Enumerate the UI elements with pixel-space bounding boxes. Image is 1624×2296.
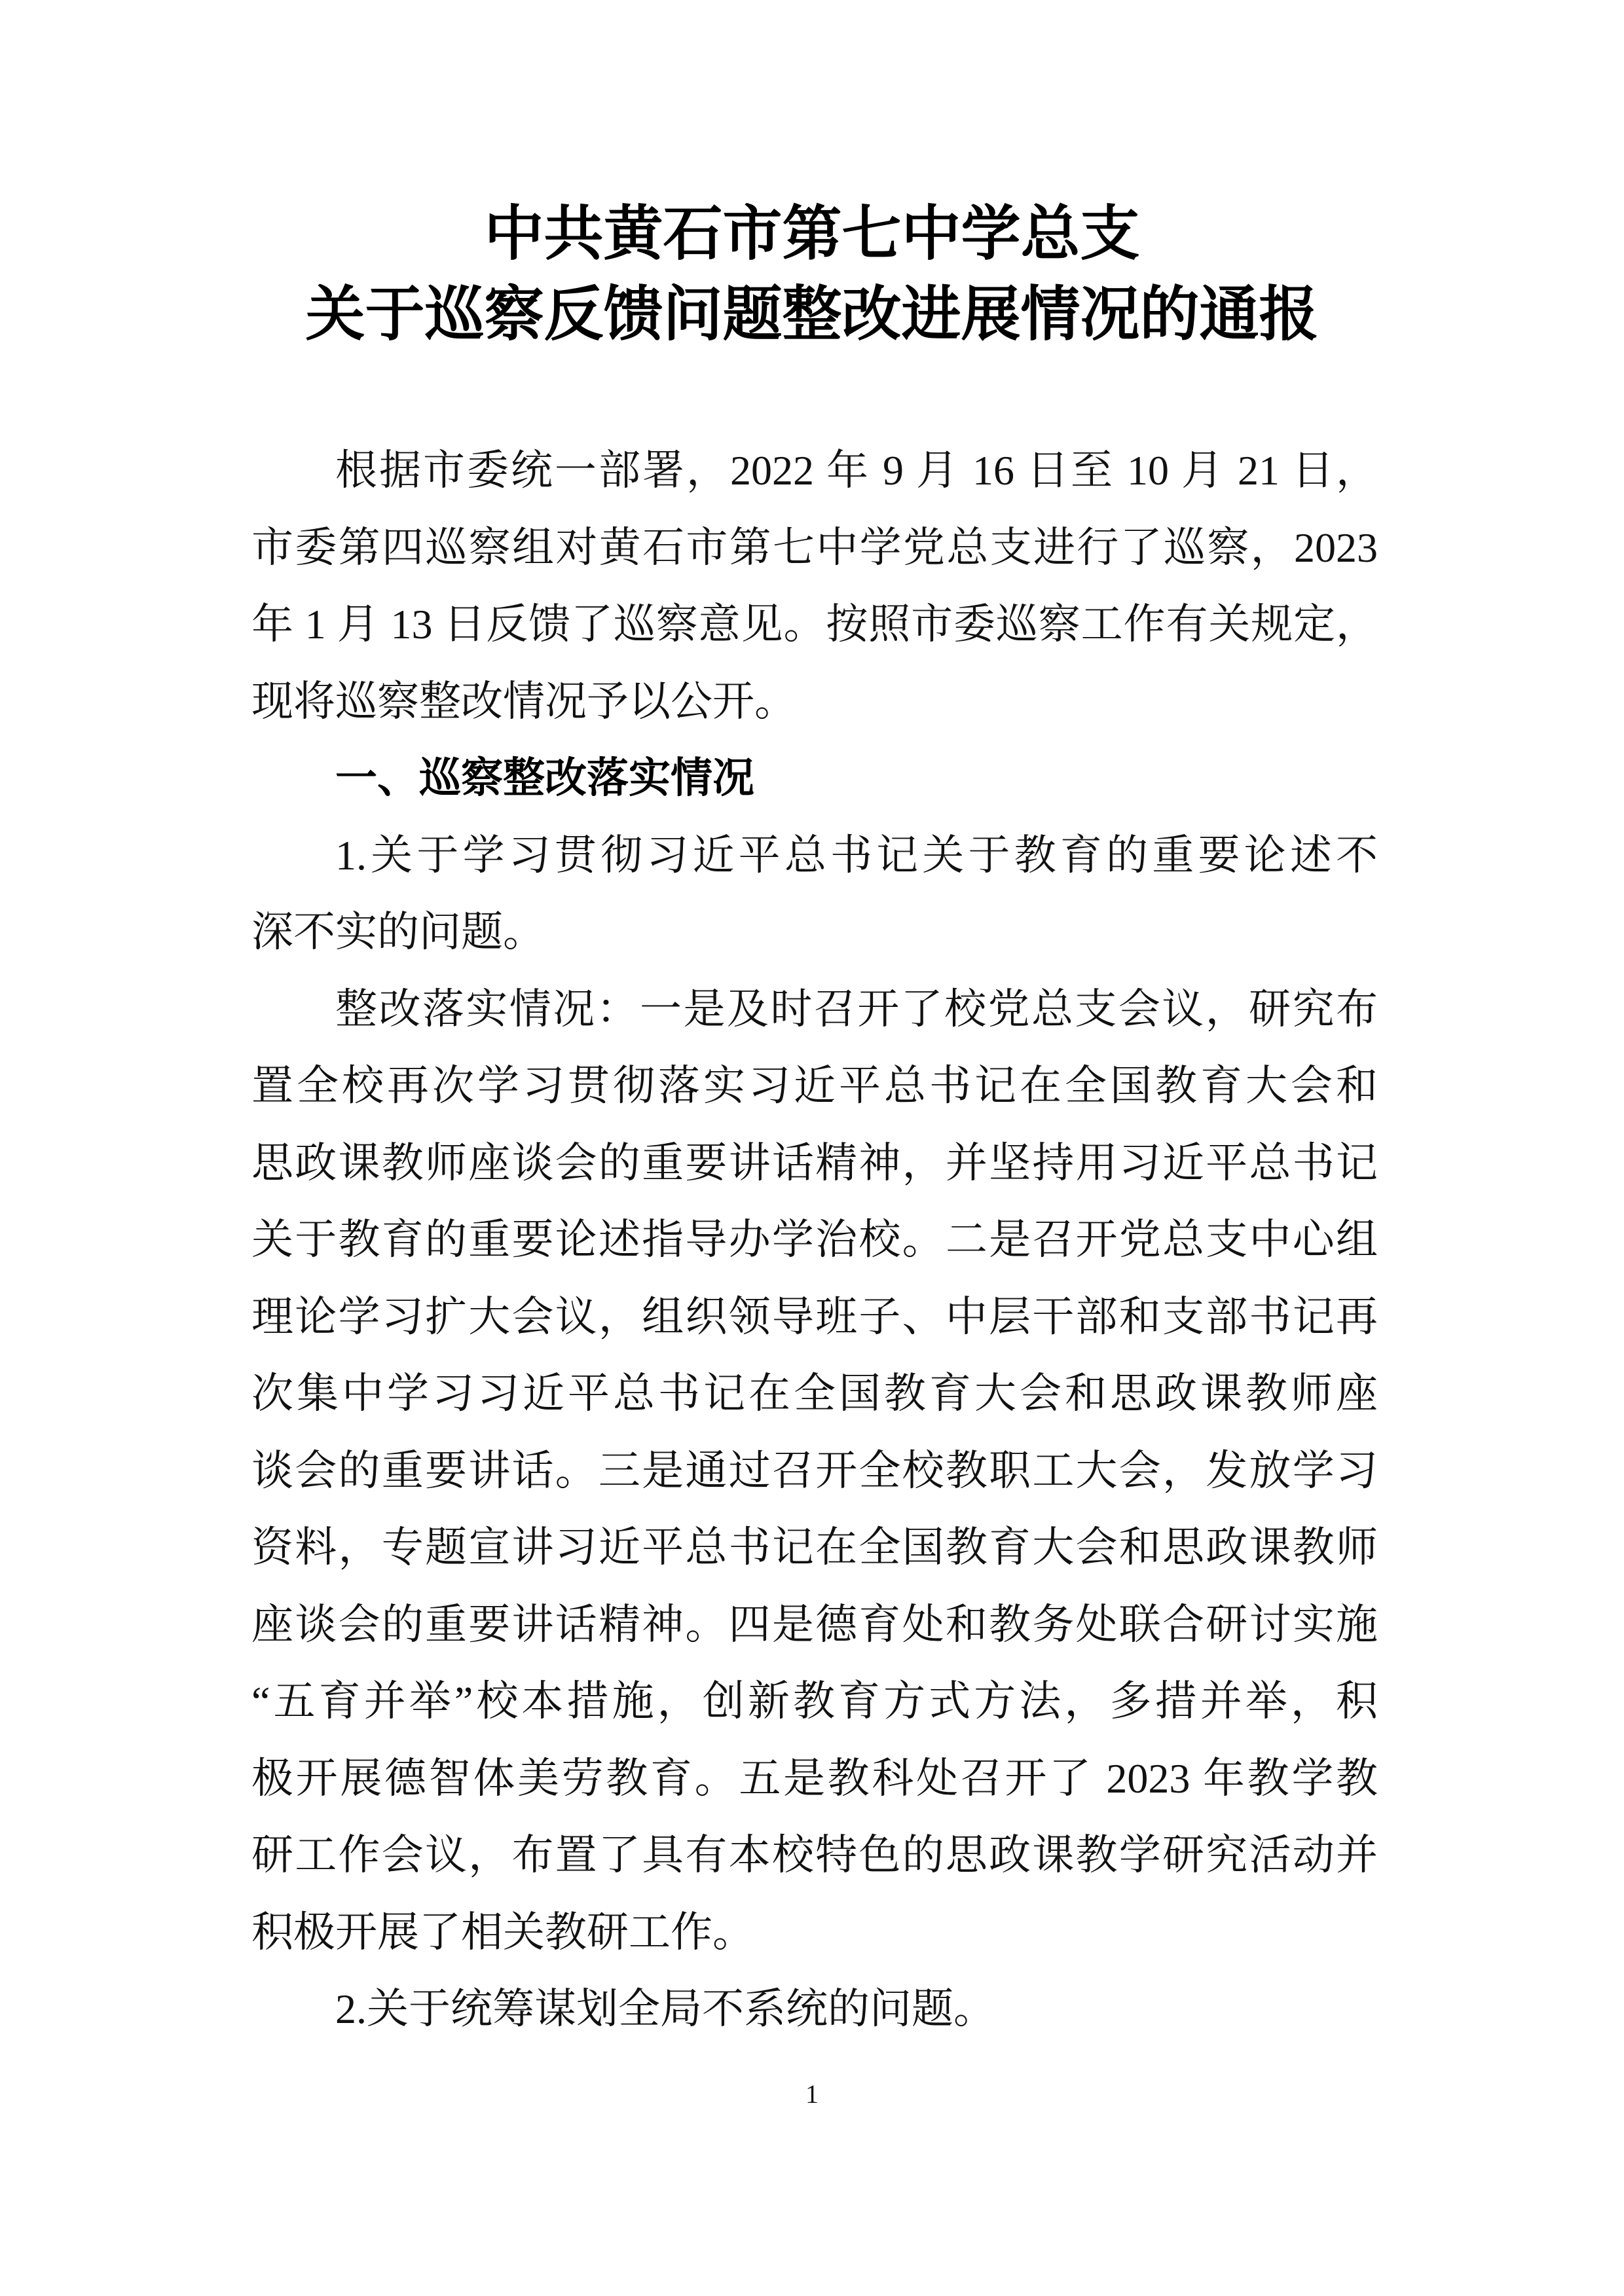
page-number: 1 xyxy=(805,2079,819,2109)
paragraph-line: 置全校再次学习贯彻落实习近平总书记在全国教育大会和 xyxy=(251,1063,1378,1109)
item-1-rectification xyxy=(251,971,1378,1971)
intro-paragraph xyxy=(251,432,1378,740)
paragraph-line: 理论学习扩大会议，组织领导班子、中层干部和支部书记再 xyxy=(251,1293,1378,1340)
paragraph-line: 1.关于学习贯彻习近平总书记关于教育的重要论述不 xyxy=(335,831,1378,879)
paragraph-line: 深不实的问题。 xyxy=(251,909,545,955)
section-heading: 一、巡察整改落实情况 xyxy=(335,754,754,801)
paragraph-line: 积极开展了相关教研工作。 xyxy=(251,1908,754,1956)
paragraph-line: 次集中学习习近平总书记在全国教育大会和思政课教师座 xyxy=(251,1370,1378,1417)
paragraph-line: 座谈会的重要讲话精神。四是德育处和教务处联合研讨实施 xyxy=(251,1601,1378,1648)
paragraph-line: 2.关于统筹谋划全局不系统的问题。 xyxy=(335,1986,995,2032)
document-title-line-2: 关于巡察反馈问题整改进展情况的通报 xyxy=(305,282,1319,348)
item-2-problem xyxy=(251,1971,1378,2048)
paragraph-line: 关于教育的重要论述指导办学治校。二是召开党总支中心组 xyxy=(251,1216,1378,1263)
document-title-line-1: 中共黄石市第七中学总支 xyxy=(484,201,1140,267)
paragraph-line: 资料，专题宣讲习近平总书记在全国教育大会和思政课教师 xyxy=(251,1524,1378,1571)
paragraph-line: 谈会的重要讲话。三是通过召开全校教职工大会，发放学习 xyxy=(251,1447,1378,1494)
paragraph-line: 根据市委统一部署，2022 年 9 月 16 日至 10 月 21 日， xyxy=(335,447,1378,494)
document-body xyxy=(251,432,1378,2048)
paragraph-line: 研工作会议，布置了具有本校特色的思政课教学研究活动并 xyxy=(251,1832,1378,1878)
paragraph-line: 现将巡察整改情况予以公开。 xyxy=(251,678,796,725)
paragraph-line: “五育并举”校本措施，创新教育方式方法，多措并举，积 xyxy=(251,1678,1378,1724)
paragraph-line: 年 1 月 13 日反馈了巡察意见。按照市委巡察工作有关规定， xyxy=(251,601,1378,647)
document-title xyxy=(0,194,1624,355)
paragraph-line: 市委第四巡察组对黄石市第七中学党总支进行了巡察，2023 xyxy=(251,524,1378,571)
item-1-problem xyxy=(251,817,1378,971)
paragraph-line: 思政课教师座谈会的重要讲话精神，并坚持用习近平总书记 xyxy=(251,1139,1378,1186)
paragraph-line: 整改落实情况：一是及时召开了校党总支会议，研究布 xyxy=(335,985,1378,1032)
paragraph-line: 极开展德智体美劳教育。五是教科处召开了 2023 年教学教 xyxy=(251,1755,1378,1802)
